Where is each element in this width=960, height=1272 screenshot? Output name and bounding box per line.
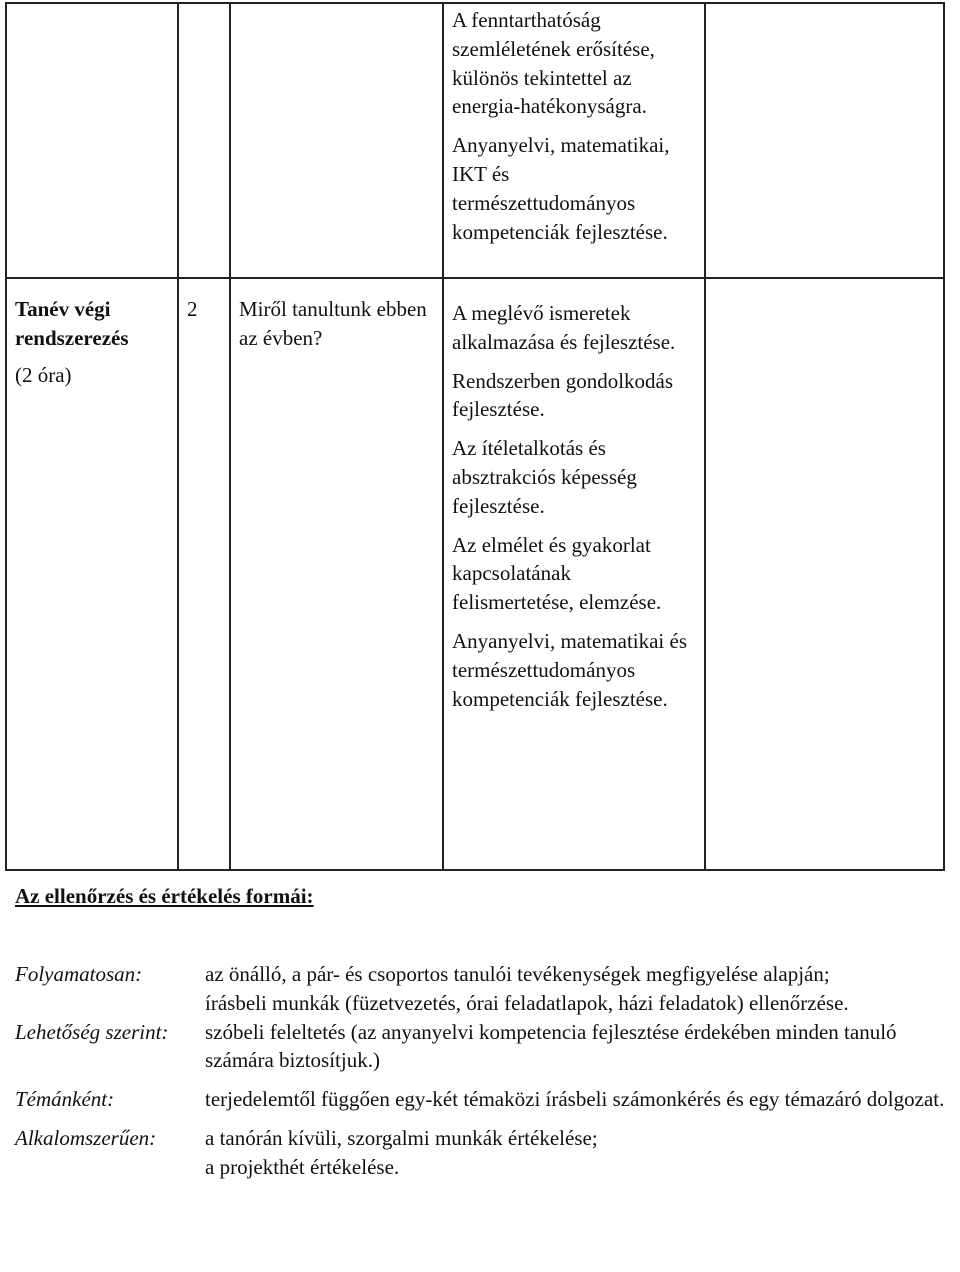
assessment-text: a projekthét értékelése. <box>205 1154 400 1179</box>
assessment-label: Folyamatosan: <box>15 962 143 986</box>
lesson-number: 2 <box>187 297 198 321</box>
competency-text: Rendszerben gondolkodás fejlesztése. <box>452 368 674 422</box>
competency-text: Az ítéletalkotás és absztrakciós képesség fejlesztése. <box>452 436 637 518</box>
assessment-text: szóbeli feleltetés (az anyanyelvi kompetencia fejlesztése érdekében minden tanuló számára biztosítjuk.) <box>205 1019 897 1073</box>
assessment-item <box>15 1085 960 1114</box>
notes-cell <box>705 278 944 870</box>
competencies-cell <box>443 3 705 278</box>
competency-text: A meglévő ismeretek alkalmazása és fejlesztése. <box>452 301 676 354</box>
competency-text: Anyanyelvi, matematikai és természettudományos kompetenciák fejlesztése. <box>452 628 688 711</box>
assessment-text: az önálló, a pár- és csoportos tanulói tevékenységek megfigyelése alapján; <box>205 962 830 986</box>
lesson-number-cell <box>178 278 230 870</box>
assessment-item <box>15 1018 960 1076</box>
competency-text: Az elmélet és gyakorlat kapcsolatának felismertetése, elemzése. <box>452 532 662 615</box>
competencies-cell <box>443 278 705 870</box>
topic-title: Tanév végi rendszerezés <box>15 297 129 350</box>
assessment-item <box>15 1124 960 1182</box>
assessment-label: Témánként: <box>15 1087 115 1112</box>
topic-cell <box>6 3 178 278</box>
topic-cell <box>6 278 178 870</box>
topic-hours: (2 óra) <box>15 362 72 387</box>
competency-text: Anyanyelvi, matematikai, IKT és természettudományos kompetenciák fejlesztése. <box>452 133 670 244</box>
assessment-text: írásbeli munkák (füzetvezetés, órai feladatlapok, házi feladatok) ellenőrzése. <box>205 990 849 1015</box>
lesson-number-cell <box>178 3 230 278</box>
assessment-label: Lehetőség szerint: <box>15 1019 169 1044</box>
assessment-text: terjedelemtől függően egy-két témaközi írásbeli számonkérés és egy témazáró dolgozat. <box>205 1087 945 1112</box>
assessment-label: Alkalomszerűen: <box>15 1125 157 1150</box>
table-row <box>6 3 944 278</box>
assessment-heading: Az ellenőrzés és értékelés formái: <box>15 884 314 908</box>
assessment-item <box>15 960 960 1018</box>
curriculum-table <box>5 2 945 871</box>
lesson-title-cell <box>230 3 443 278</box>
lesson-title: Miről tanultunk ebben az évben? <box>239 297 427 350</box>
lesson-title-cell <box>230 278 443 870</box>
competency-text: A fenntarthatóság szemléletének erősítése, különös tekintettel az energia-hatékonyságra. <box>452 8 655 119</box>
assessment-list <box>15 960 960 1182</box>
notes-cell <box>705 3 944 278</box>
table-row <box>6 278 944 870</box>
assessment-text: a tanórán kívüli, szorgalmi munkák értékelése; <box>205 1125 598 1150</box>
